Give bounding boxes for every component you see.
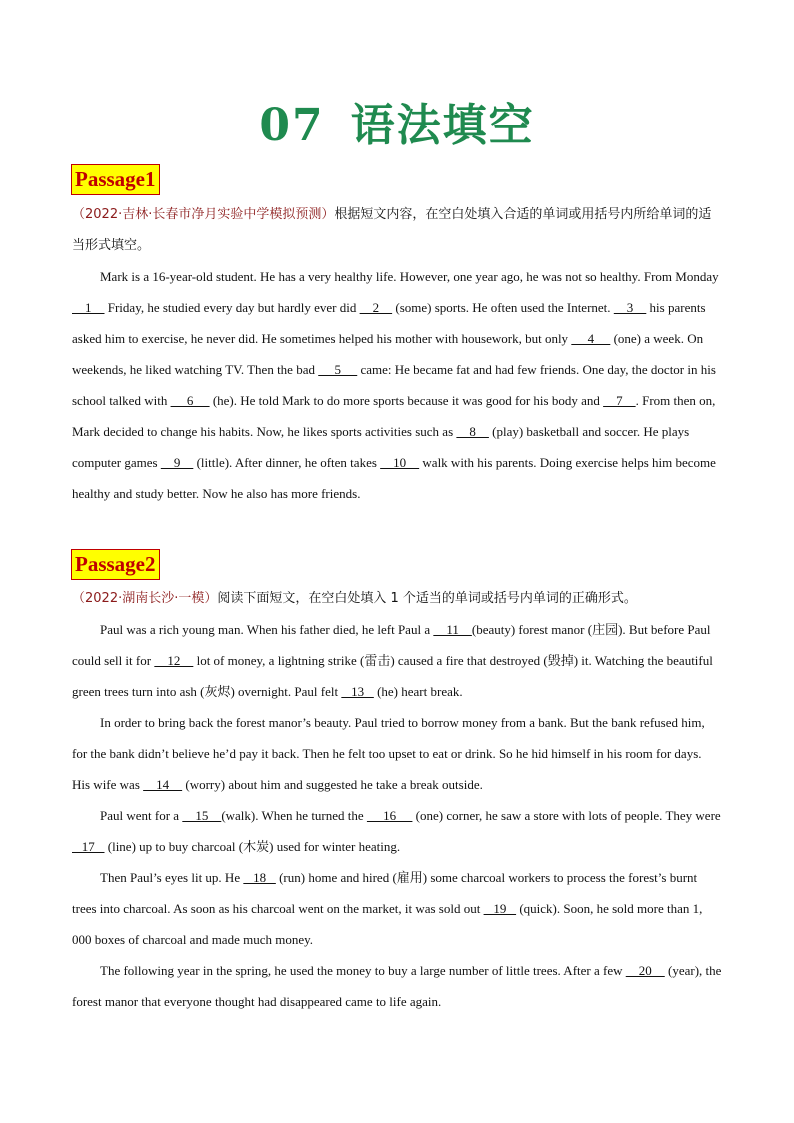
passage1-instruction <box>72 199 722 261</box>
text-segment: walk with his parents. Doing exercise helps him become healthy and study better. Now he also has more friends. <box>72 455 716 501</box>
paragraph <box>72 862 722 955</box>
answer-blank: 12 <box>154 653 194 668</box>
text-segment: The following year in the spring, he used the money to buy a large number of little trees. After a few <box>100 963 626 978</box>
passage1-instruction-text: 根据短文内容，在空白处填入合适的单词或用括号内所给单词的适当形式填空。 <box>72 207 712 253</box>
answer-blank: 3 <box>613 300 647 315</box>
text-segment: In order to bring back the forest manor’s beauty. Paul tried to borrow money from a bank. But the bank refused him, for the bank didn’t believe he’d pay it back. Then he felt too upset to eat or drink. So he hid himself in his room for days. His wife was <box>72 715 705 792</box>
passage2-label: Passage2 <box>71 549 160 580</box>
answer-blank: 5 <box>318 362 358 377</box>
answer-blank: 20 <box>625 963 665 978</box>
passage2-source: （2022·湖南长沙·一模） <box>72 591 218 606</box>
text-segment: came: He became fat and had few friends. One day, the doctor in his school talked with <box>72 362 716 408</box>
text-segment: Mark is a 16-year-old student. He has a very healthy life. However, one year ago, he was not so healthy. From Monday <box>100 269 719 284</box>
passage1-source: （2022·吉林·长春市净月实验中学模拟预测） <box>72 207 335 222</box>
page-title <box>0 96 794 156</box>
text-segment: Friday, he studied every day but hardly ever did <box>104 300 360 315</box>
answer-blank: 17 <box>72 839 105 854</box>
text-segment: (he) heart break. <box>373 684 463 699</box>
answer-blank: 15 <box>182 808 222 823</box>
title-text: 语法填空 <box>350 100 535 151</box>
text-segment: (worry) about him and suggested he take a break outside. <box>182 777 483 792</box>
text-segment: . From then on, Mark decided to change his habits. Now, he likes sports activities such as <box>72 393 716 439</box>
paragraph <box>72 800 722 862</box>
answer-blank: 9 <box>160 455 194 470</box>
text-segment: (year), the forest manor that everyone thought had disappeared came to life again. <box>72 963 722 1009</box>
answer-blank: 10 <box>380 455 420 470</box>
text-segment: Then Paul’s eyes lit up. He <box>100 870 244 885</box>
passage2-body <box>72 614 722 1017</box>
answer-blank: 4 <box>571 331 611 346</box>
text-segment: Paul was a rich young man. When his father died, he left Paul a <box>100 622 434 637</box>
text-segment: (beauty) forest manor (庄园). But before Paul could sell it for <box>72 622 711 668</box>
paragraph <box>72 614 722 707</box>
text-segment: (some) sports. He often used the Internet. <box>392 300 614 315</box>
text-segment: (one) corner, he saw a store with lots of people. They were <box>412 808 721 823</box>
text-segment: (one) a week. On weekends, he liked watching TV. Then the bad <box>72 331 704 377</box>
text-segment: Paul went for a <box>100 808 183 823</box>
text-segment: (run) home and hired (雇用) some charcoal workers to process the forest’s burnt trees into charcoal. As soon as his charcoal went on the market, it was sold out <box>72 870 698 916</box>
passage2-instruction <box>72 583 722 614</box>
answer-blank: 19 <box>483 901 517 916</box>
answer-blank: 13 <box>341 684 374 699</box>
answer-blank: 16 <box>366 808 413 823</box>
passage1-body <box>72 261 722 509</box>
text-segment: (little). After dinner, he often takes <box>193 455 381 470</box>
answer-blank: 18 <box>243 870 276 885</box>
answer-blank: 11 <box>433 622 472 637</box>
paragraph <box>72 707 722 800</box>
answer-blank: 1 <box>72 300 105 315</box>
answer-blank: 6 <box>170 393 210 408</box>
passage2-instruction-text: 阅读下面短文，在空白处填入 1 个适当的单词或括号内单词的正确形式。 <box>217 591 637 606</box>
paragraph <box>72 955 722 1017</box>
text-segment: (play) basketball and soccer. He plays computer games <box>72 424 690 470</box>
answer-blank: 7 <box>603 393 636 408</box>
passage1-label: Passage1 <box>71 164 160 195</box>
answer-blank: 8 <box>456 424 489 439</box>
answer-blank: 2 <box>359 300 393 315</box>
text-segment: (line) up to buy charcoal (木炭) used for winter heating. <box>104 839 401 854</box>
text-segment: (walk). When he turned the <box>221 808 367 823</box>
paragraph <box>72 261 722 509</box>
text-segment: his parents asked him to exercise, he never did. He sometimes helped his mother with housework, but only <box>72 300 706 346</box>
text-segment: (he). He told Mark to do more sports because it was good for his body and <box>209 393 604 408</box>
title-number: 07 <box>259 100 325 151</box>
text-segment: lot of money, a lightning strike (雷击) caused a fire that destroyed (毁掉) it. Watching the beautiful green trees turn into ash (灰烬) overnight. Paul felt <box>72 653 713 699</box>
text-segment: (quick). Soon, he sold more than 1, 000 boxes of charcoal and made much money. <box>72 901 703 947</box>
answer-blank: 14 <box>143 777 183 792</box>
